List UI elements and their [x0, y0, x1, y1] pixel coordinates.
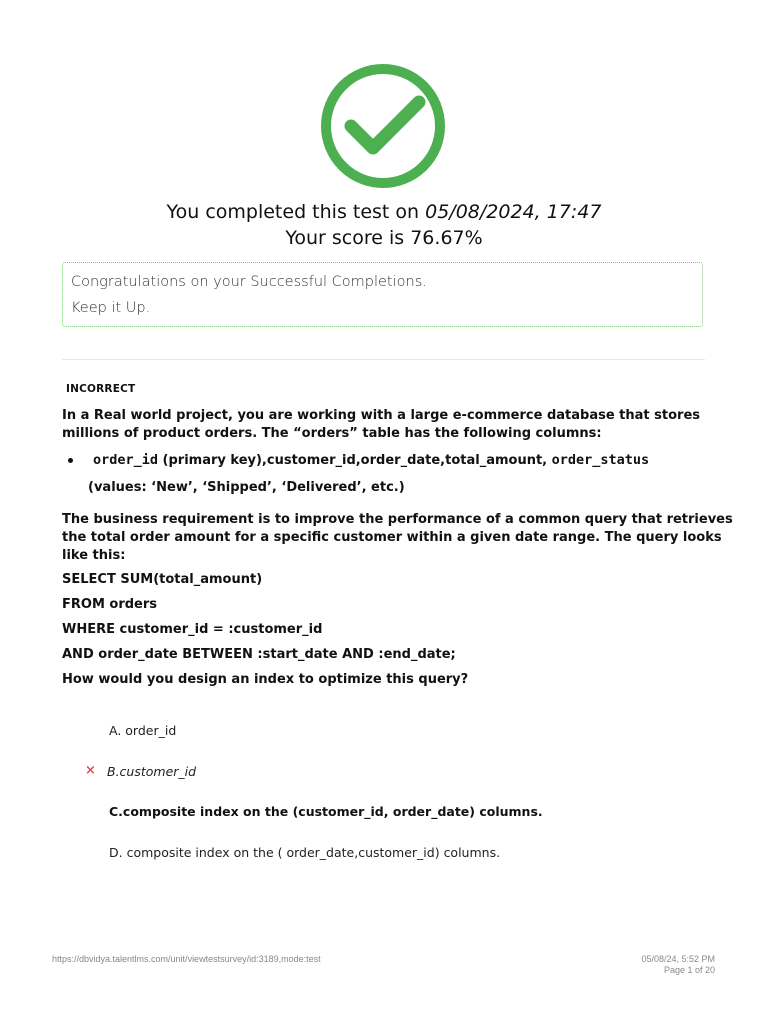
sql-line: FROM orders	[62, 597, 158, 612]
footer-page-number: Page 1 of 20	[663, 965, 715, 975]
bullet-dot	[68, 458, 73, 463]
requirement-line: The business requirement is to improve the performance of a common query that retrieves	[62, 512, 733, 527]
answer-status-label: INCORRECT	[66, 383, 136, 395]
incorrect-x-icon: ×	[85, 763, 96, 778]
completion-date: 05/08/2024, 17:47	[425, 201, 602, 223]
code-order-id: order_id	[93, 452, 159, 468]
columns-bullet	[93, 452, 649, 468]
question-requirement	[62, 511, 733, 565]
congrats-message-box	[62, 262, 703, 327]
sql-line: SELECT SUM(total_amount)	[62, 572, 263, 587]
success-check-icon	[318, 64, 448, 188]
question-intro-line: In a Real world project, you are working with a large e-commerce database that stores	[62, 408, 701, 423]
score-heading: Your score is 76.67%	[285, 227, 483, 249]
question-intro-line: millions of product orders. The “orders” table has the following columns:	[62, 426, 602, 441]
footer-datetime: 05/08/24, 5:52 PM	[641, 954, 715, 964]
requirement-line: the total order amount for a specific customer within a given date range. The query looks	[62, 530, 722, 545]
sql-line: AND order_date BETWEEN :start_date AND :end_date;	[62, 647, 456, 662]
answer-option-d: D. composite index on the ( order_date,customer_id) columns.	[109, 845, 501, 860]
completion-heading	[0, 201, 768, 223]
sql-line: WHERE customer_id = :customer_id	[62, 622, 323, 637]
question-prompt: How would you design an index to optimize this query?	[62, 672, 469, 687]
footer-url: https://dbvidya.talentlms.com/unit/viewtestsurvey/id:3189,mode:test	[52, 954, 321, 964]
completion-prefix: You completed this test on	[166, 201, 420, 223]
congrats-line: Keep it Up.	[71, 300, 151, 316]
answer-option-b: B.customer_id	[107, 764, 197, 779]
columns-text: (primary key),customer_id,order_date,total_amount,	[158, 453, 552, 468]
question-intro	[62, 407, 700, 443]
requirement-line: like this:	[62, 548, 126, 563]
divider	[62, 359, 705, 360]
answer-option-a: A. order_id	[109, 723, 177, 738]
columns-bullet-continuation: (values: ‘New’, ‘Shipped’, ‘Delivered’, etc.)	[88, 480, 405, 495]
code-order-status: order_status	[551, 452, 650, 468]
answer-option-c: C.composite index on the (customer_id, order_date) columns.	[109, 804, 543, 819]
congrats-line: Congratulations on your Successful Completions.	[71, 274, 427, 290]
